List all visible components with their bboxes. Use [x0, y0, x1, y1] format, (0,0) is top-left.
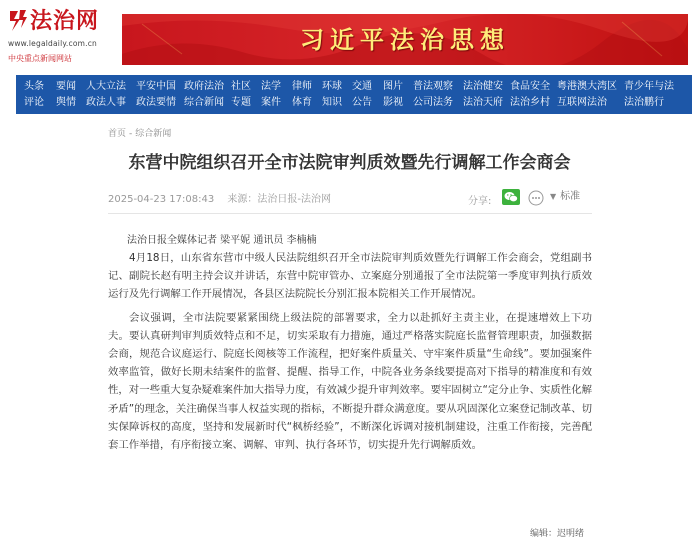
nav-item[interactable]: 图片 [383, 81, 403, 92]
nav-item[interactable]: 头条 [24, 81, 44, 92]
logo-text: 法治网 [30, 8, 100, 34]
article-paragraph: 会议强调，全市法院要紧紧围绕上级法院的部署要求，全力以赴抓好主责主业，在提速增效上下功夫。要认真研判审判质效特点和不足，切实采取有力措施，通过严格落实院庭长监督管理职责，加强数据会商，规范合议庭运行、院庭长阅核等工作流程，把好案件质量关、守牢案件质量“生命线”。要加强案件效率监管，做好长期未结案件的监督、提醒、指导工作，中院各业务条线要提高对下指导的精准度和有效性，对一些重大复杂疑难案件加大指导力度，有效减少提升审判效率。要牢固树立“定分止争、实质性化解矛盾”的理念，关注确保当事人权益实现的指标，不断提升群众满意度。要从巩固深化立案登记制改革、切实保障诉权的高度，坚持和发展新时代“枫桥经验”，不断深化诉调对接机制建设，注重工作衔接，完善配套工作举措，有序衔接立案、调解、审判、执行各环节，切实提升先行调解质效。 [108, 311, 592, 452]
article-title: 东营中院组织召开全市法院审判质效暨先行调解工作会商会 [128, 153, 571, 173]
article-datetime: 2025-04-23 17:08:43 [108, 194, 215, 205]
site-header [0, 0, 699, 75]
nav-item[interactable]: 法治鹏行 [624, 97, 664, 108]
meta-divider [108, 213, 592, 214]
breadcrumb-home[interactable]: 首页 [108, 129, 127, 139]
nav-item[interactable]: 环球 [322, 81, 342, 92]
site-url: www.legaldaily.com.cn [8, 39, 97, 48]
share-label: 分享: [468, 196, 492, 207]
font-size-select[interactable] [550, 189, 600, 205]
nav-item[interactable]: 影视 [383, 97, 403, 108]
nav-item[interactable]: 法学 [261, 81, 281, 92]
nav-item[interactable]: 互联网法治 [557, 97, 607, 108]
nav-item[interactable]: 舆情 [56, 97, 76, 108]
nav-item[interactable]: 普法观察 [413, 81, 453, 92]
nav-item[interactable]: 青少年与法 [624, 81, 674, 92]
nav-item[interactable]: 律师 [292, 81, 312, 92]
more-share-icon[interactable] [528, 190, 544, 206]
article-meta [108, 190, 341, 205]
banner-title: 习近平法治思想 [300, 25, 510, 54]
nav-item[interactable]: 专题 [231, 97, 251, 108]
nav-item[interactable]: 政法要情 [136, 97, 176, 108]
nav-item[interactable]: 交通 [352, 81, 372, 92]
nav-item[interactable]: 公司法务 [413, 97, 453, 108]
nav-item[interactable]: 公告 [352, 97, 372, 108]
article-body [108, 249, 592, 459]
main-nav [16, 75, 692, 114]
nav-item[interactable]: 人大立法 [86, 81, 126, 92]
nav-item[interactable]: 粤港澳大湾区 [557, 81, 617, 92]
wechat-share-icon[interactable] [502, 189, 520, 205]
share-bar [468, 188, 608, 208]
nav-item[interactable]: 法治乡村 [510, 97, 550, 108]
nav-item[interactable]: 社区 [231, 81, 251, 92]
article-editor: 编辑：迟明绪 [530, 529, 585, 539]
header-banner[interactable] [122, 14, 688, 65]
nav-item[interactable]: 要闻 [56, 81, 76, 92]
nav-item[interactable]: 案件 [261, 97, 281, 108]
nav-item[interactable]: 综合新闻 [184, 97, 224, 108]
nav-item[interactable]: 法治天府 [463, 97, 503, 108]
breadcrumb-section[interactable]: 综合新闻 [135, 129, 172, 139]
nav-item[interactable]: 法治健安 [463, 81, 503, 92]
nav-item[interactable]: 政法人事 [86, 97, 126, 108]
font-size-value: 标准 [560, 191, 581, 202]
site-slogan: 中央重点新闻网站 [8, 54, 72, 63]
article-byline: 法治日报全媒体记者 梁平妮 通讯员 李楠楠 [127, 235, 317, 246]
article-source: 来源：法治日报-法治网 [227, 194, 332, 205]
chevron-down-icon: ▼ [550, 192, 557, 201]
breadcrumb [108, 126, 171, 139]
nav-item[interactable]: 知识 [322, 97, 342, 108]
nav-item[interactable]: 政府法治 [184, 81, 224, 92]
logo-mark-icon [8, 8, 28, 34]
article-paragraph: 4月18日，山东省东营市中级人民法院组织召开全市法院审判质效暨先行调解工作会商会，党组副书记、副院长赵有明主持会议并讲话，东营中院审管办、立案庭分别通报了全市法院第一季度审判执行质效运行及先行调解工作开展情况，各县区法院院长分别汇报本院相关工作开展情况。 [108, 252, 592, 301]
site-logo[interactable] [8, 6, 108, 66]
nav-item[interactable]: 评论 [24, 97, 44, 108]
nav-item[interactable]: 体育 [292, 97, 312, 108]
nav-item[interactable]: 食品安全 [510, 81, 550, 92]
nav-item[interactable]: 平安中国 [136, 81, 176, 92]
breadcrumb-separator: - [129, 129, 133, 139]
